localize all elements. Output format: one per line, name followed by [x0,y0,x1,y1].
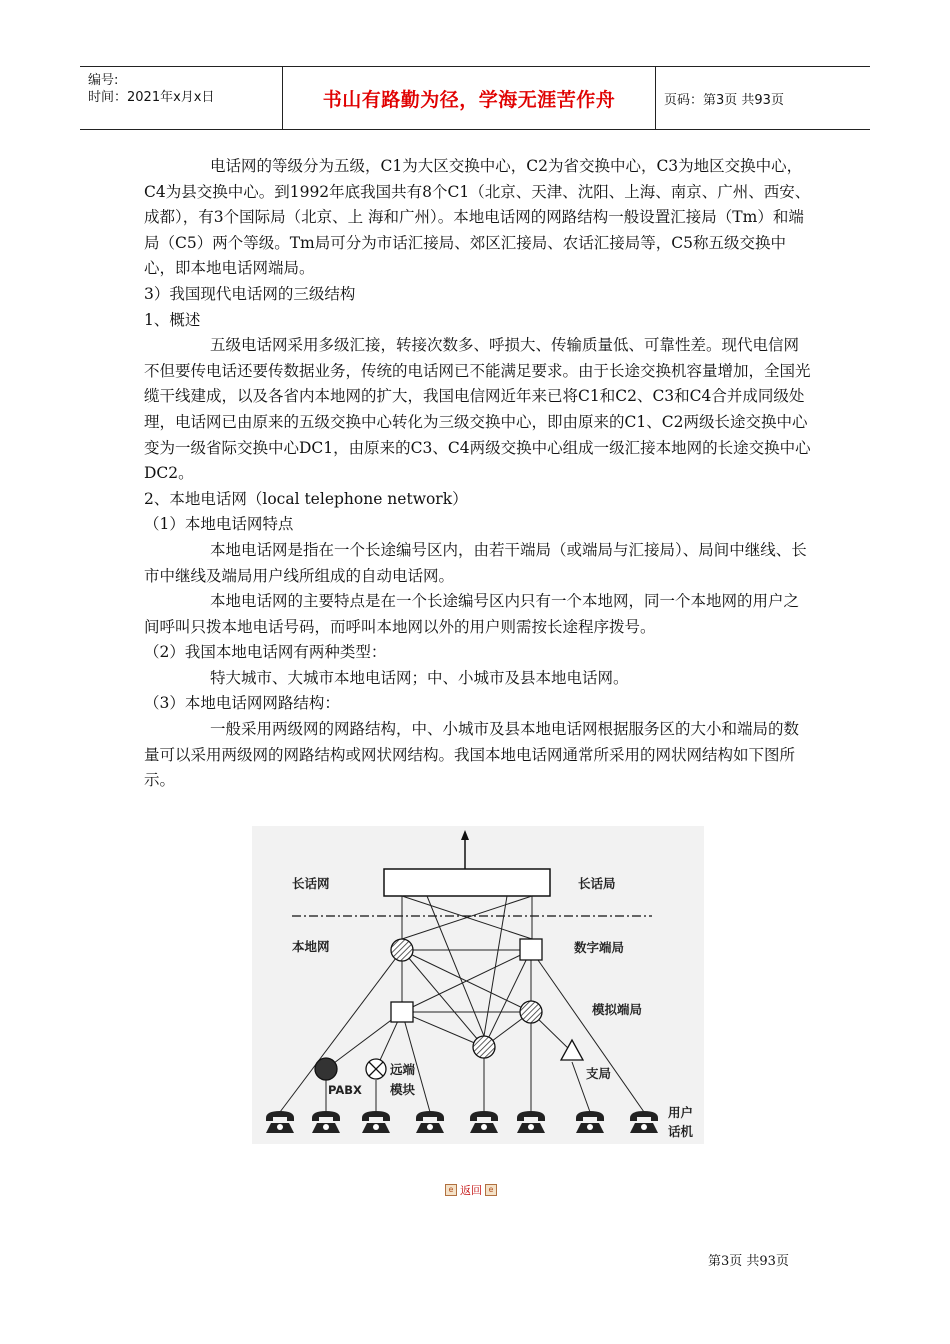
digital-switch-node [520,939,542,960]
label-pabx: PABX [328,1083,362,1097]
paragraph: 2、本地电话网（local telephone network） [144,489,468,508]
label-digital-office: 数字端局 [574,940,625,955]
paragraph: 一般采用两级网的网路结构，中、小城市及县本地电话网根据服务区的大小和端局的数量可以采用两级网的网路结构或网状网结构。我国本地电话网通常所采用的网状网结构如下图所示。 [144,720,800,790]
header-meta [80,67,280,129]
paragraph: 1、概述 [144,310,201,329]
label-remote-1: 远端 [390,1062,416,1077]
page-header [80,66,870,130]
paragraph: （2）我国本地电话网有两种类型： [144,643,387,662]
document-body [144,154,814,794]
label-long-office: 长话局 [578,876,616,891]
paragraph: 3）我国现代电话网的三级结构 [144,284,356,303]
label-local-net: 本地网 [292,939,330,954]
label-user-1: 用户 [668,1105,694,1120]
label-user-2: 话机 [668,1124,694,1139]
paragraph: 五级电话网采用多级汇接，转接次数多、呼损大、传输质量低、可靠性差。现代电信网不但要传电话还要传数据业务，传统的电话网已不能满足要求。由于长途交换机容量增加，全国光缆干线建成，以及各省内本地网的扩大，我国电信网近年来已将C1和C2、C3和C4合并成同级处理，电话网已由原来的五级交换中心转化为三级交换中心，即由原来的C1、C2两级长途交换中心变为一级省际交换中心DC1，由原来的C3、C4两级交换中心组成一级汇接本地网的长途交换中心DC2。 [144,336,811,483]
paragraph: 电话网的等级分为五级，C1为大区交换中心，C2为省交换中心，C3为地区交换中心，C4为县交换中心。到1992年底我国共有8个C1（北京、天津、沈阳、上海、南京、广州、西安、成都），有3个国际局（北京、上 海和广州）。本地电话网的网路结构一般设置汇接局（Tm）和端局（C5）两个等级。Tm局可分为市话汇接局、郊区汇接局、农话汇接局等，C5称五级交换中心，即本地电话网端局。 [144,157,811,278]
label-branch: 支局 [586,1066,612,1081]
paragraph: （1）本地电话网特点 [144,515,294,534]
return-nav[interactable] [445,1182,497,1198]
page-footer: 第3页 共93页 [708,1254,789,1269]
return-right-icon[interactable]: e [485,1184,497,1196]
time-label: 时间：2021年x月x日 [88,90,215,105]
number-label: 编号: [88,73,119,88]
header-divider [655,67,656,129]
return-left-icon[interactable]: e [445,1184,457,1196]
local-network-diagram [252,826,704,1144]
header-motto: 书山有路勤为径，学海无涯苦作舟 [322,88,616,111]
paragraph: 特大城市、大城市本地电话网；中、小城市及县本地电话网。 [210,668,629,687]
remote-module-icon [366,1059,386,1079]
label-remote-2: 模块 [390,1082,416,1097]
analog-switch-node [473,1036,495,1058]
label-long-net: 长话网 [292,876,330,891]
label-analog-office: 模拟端局 [592,1002,643,1017]
pabx-node [315,1058,337,1080]
paragraph: 本地电话网是指在一个长途编号区内，由若干端局（或端局与汇接局）、局间中继线、长市中继线及端局用户线所组成的自动电话网。 [144,540,807,585]
paragraph: （3）本地电话网网路结构： [144,694,340,713]
paragraph: 本地电话网的主要特点是在一个长途编号区内只有一个本地网，同一个本地网的用户之间呼叫只拨本地电话号码，而呼叫本地网以外的用户则需按长途程序拨号。 [144,592,800,636]
return-link[interactable]: 返回 [460,1184,482,1197]
long-distance-office [384,869,550,896]
analog-switch-node [391,939,413,961]
header-page-info: 页码：第3页 共93页 [664,92,784,108]
digital-switch-node [391,1002,413,1022]
analog-switch-node [520,1001,542,1023]
